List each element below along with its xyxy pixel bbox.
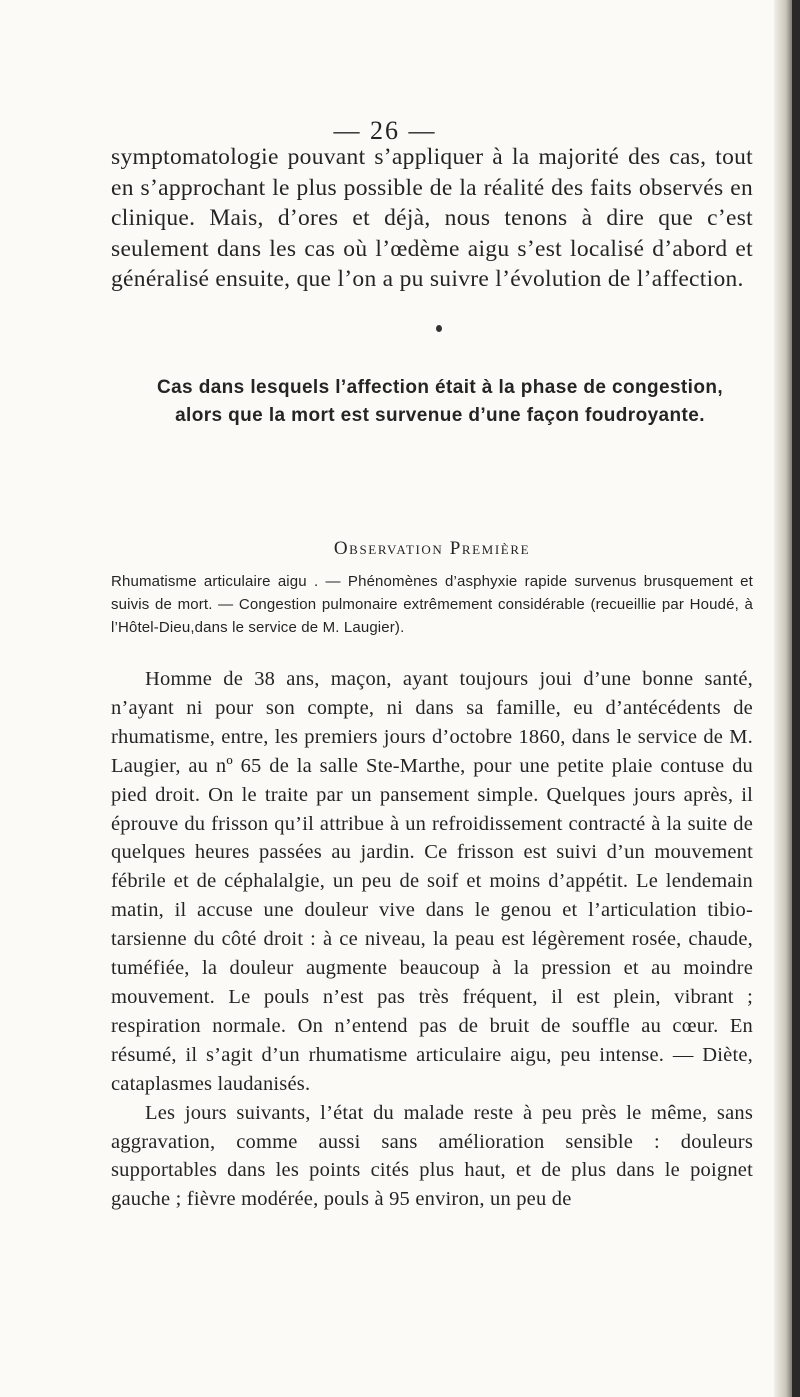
observation-paragraph-2: Les jours suivants, l’état du malade reste à peu près le même, sans aggravation, comme aussi sans amélioration sensible : douleurs supportables dans les points cités plus haut, et de plus dans le poignet gauche ; fièvre modérée, pouls à 95 environ, un peu de: [111, 1101, 753, 1211]
section-heading: Cas dans lesquels l’affection était à la phase de congestion, alors que la mort est survenue d’une façon foudroyante.: [156, 377, 724, 426]
intro-paragraph: symptomatologie pouvant s’appliquer à la majorité des cas, tout en s’approchant le plus possible de la réalité des faits observés en clinique. Mais, d’ores et déjà, nous tenons à dire que c’est seulement dans les cas où l’œdème aigu s’est localisé d’abord et généralisé ensuite, que l’on a pu suivre l’évolution de l’affection.: [111, 144, 753, 292]
page-number: — 26 —: [333, 116, 437, 145]
observation-title: Observation Première: [333, 538, 531, 559]
observation-body: [111, 665, 753, 1214]
page-edge-binding: [792, 0, 800, 1397]
observation-paragraph-1: Homme de 38 ans, maçon, ayant toujours joui d’une bonne santé, n’ayant ni pour son compte, ni dans sa famille, eu d’antécédents de rhumatisme, entre, les premiers jours d’octobre 1860, dans le service de M. Laugier, au nº 65 de la salle Ste-Marthe, pour une petite plaie contuse du pied droit. On le traite par un pansement simple. Quelques jours après, il éprouve du frisson qu’il attribue à un refroidissement contracté à la suite de quelques heures passées au jardin. Ce frisson est suivi d’un mouvement fébrile et de céphalalgie, un peu de soif et moins d’appétit. Le lendemain matin, il accuse une douleur vive dans le genou et l’articulation tibio-tarsienne du côté droit : à ce niveau, la peau est légèrement rosée, chaude, tuméfiée, la douleur augmente beaucoup à la pression et au moindre mouvement. Le pouls n’est pas très fréquent, il est plein, vibrant ; respiration normale. On n’entend pas de bruit de souffle au cœur. En résumé, il s’agit d’un rhumatisme articulaire aigu, peu intense. — Diète, cataplasmes laudanisés.: [111, 668, 753, 1095]
ink-speck: [436, 325, 442, 332]
observation-summary: Rhumatisme articulaire aigu . — Phénomènes d’asphyxie rapide survenus brusquement et suivis de mort. — Congestion pulmonaire extrêmement considérable (recueillie par Houdé, à l’Hôtel-Dieu,dans le service de M. Laugier).: [111, 573, 753, 636]
